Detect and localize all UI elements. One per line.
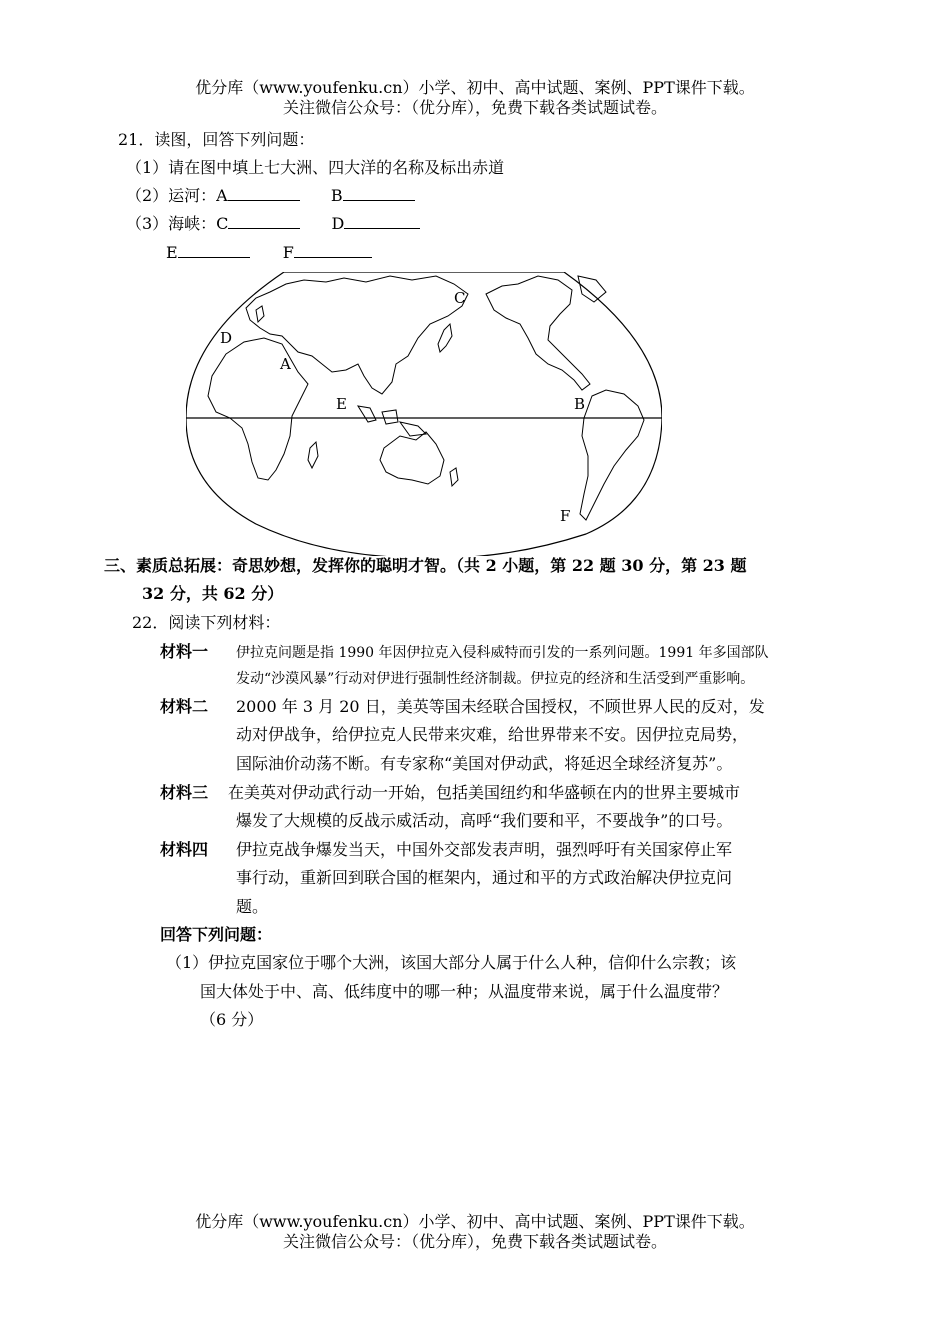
q21-item-3 [126, 214, 420, 234]
q21-item-4 [166, 243, 372, 263]
q22-sub-1-line-2: 国大体处于中、高、低纬度中的哪一种；从温度带来说，属于什么温度带？ [200, 982, 729, 1001]
japan-islands [438, 324, 452, 352]
q22-sub-1-line-3: （6 分） [200, 1010, 264, 1029]
map-label-f: F [560, 507, 571, 525]
q21-item-2-b: B [330, 186, 343, 205]
q21-item-3-prefix: （3）海峡：C [126, 214, 229, 233]
section-3-heading-line-1: 三、素质总拓展：奇思妙想，发挥你的聪明才智。（共 2 小题，第 22 题 30 分，第 23 题 [104, 556, 747, 575]
britain-island [256, 306, 264, 322]
answer-blank-d[interactable] [344, 214, 420, 229]
material-1-line-1: 伊拉克问题是指 1990 年因伊拉克入侵科威特而引发的一系列问题。1991 年多国部队 [236, 645, 769, 661]
map-label-d: D [220, 329, 233, 347]
footer-line-1: 优分库（www.youfenku.cn）小学、初中、高中试题、案例、PPT课件下载。 [195, 1212, 755, 1231]
australia-landmass [380, 432, 444, 484]
answer-blank-e[interactable] [178, 243, 250, 258]
material-4-label: 材料四 [160, 840, 209, 859]
south-america-landmass [580, 390, 644, 520]
answer-blank-b[interactable] [343, 186, 415, 201]
material-4-line-2: 事行动，重新回到联合国的框架内，通过和平的方式政治解决伊拉克问 [236, 868, 733, 887]
answer-section-title: 回答下列问题： [160, 925, 273, 944]
material-4-line-3: 题。 [236, 897, 269, 916]
map-outline [186, 272, 662, 556]
material-1-line-2: 发动“沙漠风暴”行动对伊进行强制性经济制裁。伊拉克的经济和生活受到严重影响。 [236, 671, 755, 687]
q22-sub-1-line-1: （1）伊拉克国家位于哪个大洲，该国大部分人属于什么人种，信仰什么宗教；该 [166, 953, 737, 972]
world-map-svg [186, 272, 662, 556]
material-2-line-3: 国际油价动荡不断。有专家称“美国对伊动武，将延迟全球经济复苏”。 [236, 754, 733, 773]
map-label-b: B [574, 395, 586, 413]
map-label-c: C [454, 289, 466, 307]
answer-blank-c[interactable] [228, 214, 300, 229]
north-america-landmass [486, 276, 590, 390]
q21-title: 21．读图，回答下列问题： [118, 130, 315, 149]
material-3-line-1: 在美英对伊动武行动一开始，包括美国纽约和华盛顿在内的世界主要城市 [228, 783, 741, 802]
material-4-line-1: 伊拉克战争爆发当天，中国外交部发表声明，强烈呼吁有关国家停止军 [236, 840, 733, 859]
footer-line-2: 关注微信公众号：（优分库），免费下载各类试题试卷。 [282, 1232, 667, 1251]
material-3-line-2: 爆发了大规模的反战示威活动，高呼“我们要和平，不要战争”的口号。 [236, 811, 733, 830]
q21-item-3-d: D [331, 214, 345, 233]
material-1-label: 材料一 [160, 642, 209, 661]
header-line-2: 关注微信公众号：（优分库），免费下载各类试题试卷。 [282, 98, 667, 117]
new-zealand-islands [450, 468, 458, 486]
southeast-asia-islands [358, 406, 426, 436]
africa-landmass [208, 338, 308, 480]
material-2-label: 材料二 [160, 697, 209, 716]
material-2-line-2: 动对伊战争，给伊拉克人民带来灾难，给世界带来不安。因伊拉克局势， [236, 725, 749, 744]
q21-item-4-f: F [282, 243, 294, 262]
arctic-islands [578, 276, 606, 302]
q21-item-1: （1）请在图中填上七大洲、四大洋的名称及标出赤道 [126, 158, 505, 177]
answer-blank-a[interactable] [228, 186, 300, 201]
q21-item-2-prefix: （2）运河：A [126, 186, 228, 205]
map-label-e: E [336, 395, 347, 413]
header-line-1: 优分库（www.youfenku.cn）小学、初中、高中试题、案例、PPT课件下载。 [195, 78, 755, 97]
q21-item-2 [126, 186, 415, 206]
q22-title: 22．阅读下列材料： [132, 613, 281, 632]
material-3-label: 材料三 [160, 783, 209, 802]
madagascar-island [308, 442, 318, 468]
eurasia-landmass [246, 276, 468, 394]
material-2-line-1: 2000 年 3 月 20 日，美英等国未经联合国授权，不顾世界人民的反对，发 [236, 697, 765, 716]
world-map [186, 272, 662, 556]
answer-blank-f[interactable] [294, 243, 372, 258]
section-3-heading-line-2: 32 分，共 62 分） [142, 584, 284, 603]
q21-item-4-e: E [166, 243, 178, 262]
map-label-a: A [280, 355, 291, 373]
